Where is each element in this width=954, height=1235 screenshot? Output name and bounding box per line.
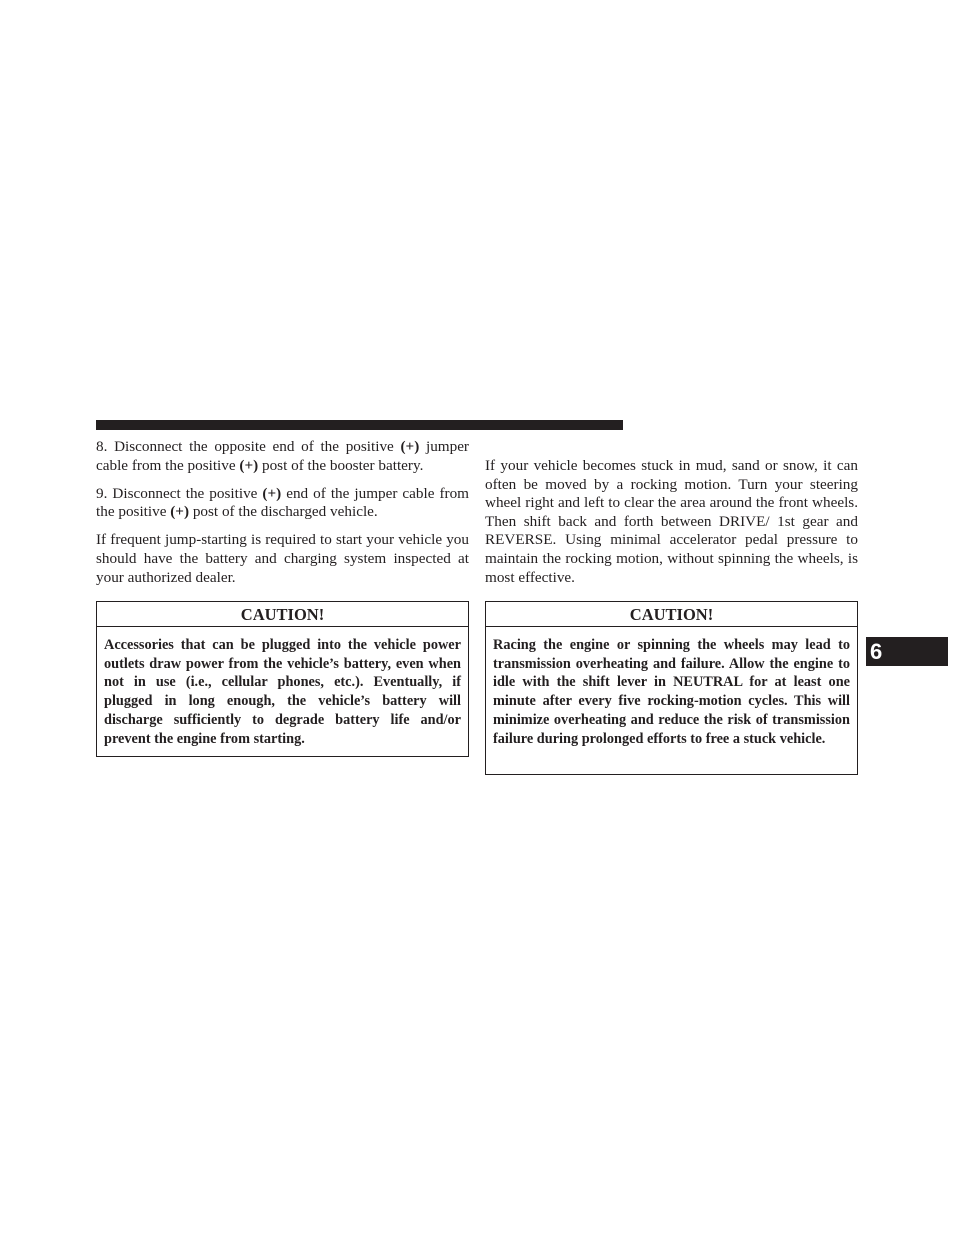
caution-box-power-outlets xyxy=(96,601,469,757)
caution-body: Racing the engine or spinning the wheels may lead to transmission overheating and failure. Allow the engine to idle with the shift lever in NEUTRAL for at least one minute after every five rocking-motion cycles. This will minimize overheating and reduce the risk of transmission failure during prolonged efforts to free a stuck vehicle. xyxy=(493,637,850,747)
step-9-positive-symbol-1: (+) xyxy=(262,484,282,502)
caution-body: Accessories that can be plugged into the vehicle power outlets draw power from the vehicle’s battery, even when not in use (i.e., cellular phones, etc.). Eventually, if plugged in long enough, the vehicle’s battery will discharge sufficiently to degrade battery life and/or prevent the engine from starting. xyxy=(104,637,461,747)
step-9-text-1: 9. Disconnect the positive xyxy=(96,484,263,502)
left-text-column xyxy=(96,438,469,597)
step-8-paragraph xyxy=(96,438,469,475)
right-text-column xyxy=(485,457,858,597)
step-8-positive-symbol-2: (+) xyxy=(239,456,259,474)
step-8-text-3: post of the booster battery. xyxy=(258,456,424,474)
step-8-text-2: jumper cable from the positive xyxy=(96,438,469,474)
step-9-positive-symbol-2: (+) xyxy=(170,503,190,521)
chapter-tab: 6 xyxy=(866,637,948,666)
caution-title: CAUTION! xyxy=(486,602,857,627)
step-9-text-3: post of the discharged vehicle. xyxy=(189,503,378,521)
rocking-motion-paragraph: If your vehicle becomes stuck in mud, sand or snow, it can often be moved by a rocking motion. Turn your steering wheel right and left to clear the area around the front wheels. Then shift back and forth between DRIVE/ 1st gear and REVERSE. Using minimal accelerator pedal pressure to maintain the rocking motion, without spinning the wheels, is most effective. xyxy=(485,457,858,586)
step-8-text-1: 8. Disconnect the opposite end of the positive xyxy=(96,438,401,455)
step-9-text-2: end of the jumper cable from the positive xyxy=(96,484,469,521)
caution-title: CAUTION! xyxy=(97,602,468,627)
frequent-jump-start-paragraph: If frequent jump-starting is required to start your vehicle you should have the battery and charging system inspected at your authorized dealer. xyxy=(96,531,469,586)
caution-box-racing-engine xyxy=(485,601,858,775)
step-9-paragraph xyxy=(96,485,469,522)
step-8-positive-symbol-1: (+) xyxy=(400,438,420,455)
section-divider-bar xyxy=(96,420,623,430)
